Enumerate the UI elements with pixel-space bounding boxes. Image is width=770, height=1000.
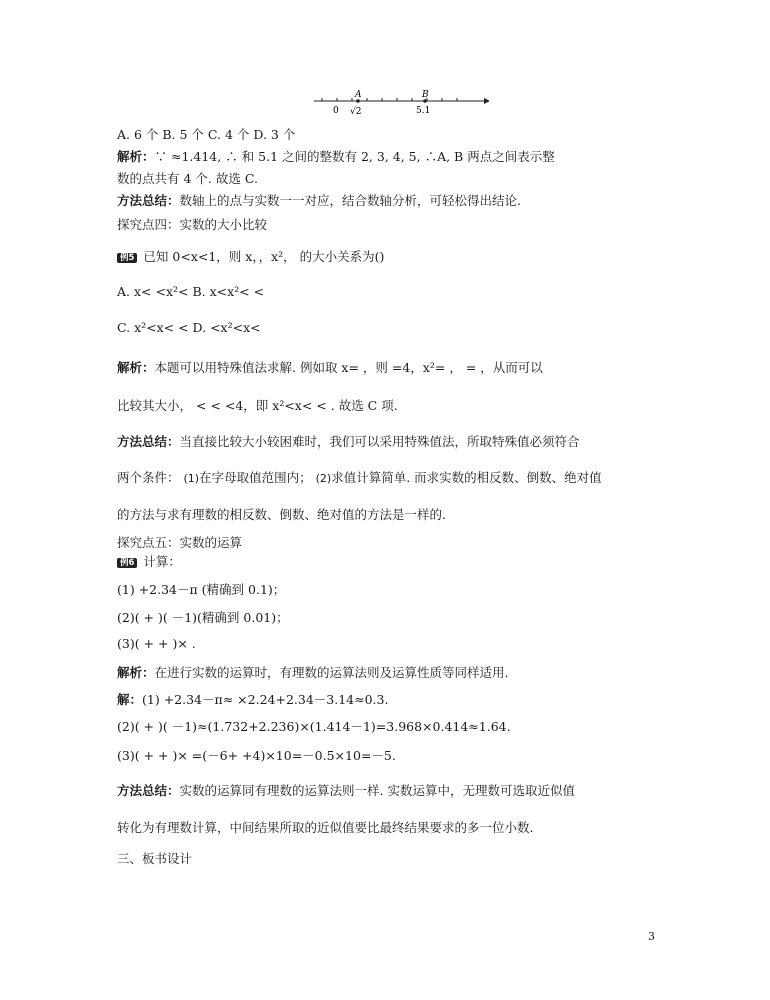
page-number: 3 [648,930,655,943]
number-line-diagram [314,88,489,118]
example-5-options-cd: C. x²<x< < D. <x²<x< [117,320,261,335]
solution-text: 本题可以用特殊值法求解. 例如取 x= ，则 =4，x²= ， = ，从而可以 [154,360,543,375]
method-summary-1 [117,191,521,209]
example-6-stem [117,552,181,570]
method-summary-3-line2: 转化为有理数计算，中间结果所取的近似值要比最终结果要求的多一位小数. [117,820,534,835]
solution-example-4-line1 [117,147,555,165]
answer-text: (1) +2.34－π≈ ×2.24+2.34－3.14≈0.3. [142,692,389,707]
solution-label: 解析： [117,360,155,375]
summary-text: 两个条件： [117,470,180,485]
summary-text: 当直接比较大小较困难时，我们可以采用特殊值法，所取特殊值必须符合 [179,434,580,449]
options-example-4: A. 6 个 B. 5 个 C. 4 个 D. 3 个 [117,127,296,142]
section-point-5: 探究点五：实数的运算 [117,535,243,550]
solution-label: 解析： [117,665,155,680]
answer-example-6-line2: (2)( + )( －1)≈(1.732+2.236)×(1.414－1)=3.968×0.414≈1.64. [117,719,511,734]
label-a: A [355,90,362,100]
summary-label: 方法总结： [117,193,180,208]
tick-label-sqrt2: √2 [350,107,362,117]
example-6-question: 计算： [143,554,181,569]
example-6-badge: 例6 [117,558,137,568]
section-point-4: 探究点四：实数的大小比较 [117,217,268,232]
summary-text: 数轴上的点与实数一一对应，结合数轴分析，可轻松得出结论. [179,193,521,208]
solution-text: ∵ ≈1.414, ∴ 和 5.1 之间的整数有 2, 3, 4, 5, ∴A, B 两点之间表示整 [154,149,555,164]
example-5-badge: 例5 [117,253,137,263]
example-6-item-2: (2)( + )( －1)(精确到 0.01)； [117,610,289,625]
summary-label: 方法总结： [117,783,180,798]
summary-text: 求值计算简单. 而求实数的相反数、倒数、绝对值 [331,470,602,485]
solution-example-4-line2: 数的点共有 4 个. 故选 C. [117,171,258,186]
solution-example-5-line1 [117,358,543,376]
solution-example-5-line2: 比较其大小， < < <4，即 x²<x< < . 故选 C 项. [117,398,398,413]
condition-1-marker: (1) [183,472,200,485]
example-6-item-1: (1) +2.34－π (精确到 0.1)； [117,582,286,597]
method-summary-2-line2 [117,468,602,486]
section-board-design: 三、板书设计 [117,851,193,866]
number-line-figure [314,88,489,118]
example-5-options-ab: A. x< <x²< B. x<x²< < [117,284,265,299]
tick-label-5-1: 5.1 [416,106,431,116]
method-summary-2-line3: 的方法与求有理数的相反数、倒数、绝对值的方法是一样的. [117,507,446,522]
answer-example-6-line3: (3)( + + )× =(－6+ +4)×10=－0.5×10=－5. [117,748,396,763]
tick-label-0: 0 [333,106,339,116]
solution-text: 在进行实数的运算时，有理数的运算法则及运算性质等同样适用. [154,665,509,680]
condition-2-marker: (2) [315,472,332,485]
method-summary-3-line1 [117,781,575,799]
summary-text: 实数的运算同有理数的运算法则一样. 实数运算中，无理数可选取近似值 [179,783,575,798]
summary-text: 在字母取值范围内； [199,470,312,485]
number-line-arrow [484,98,489,104]
method-summary-2-line1 [117,432,580,450]
solution-example-6 [117,663,509,681]
solution-label: 解析： [117,149,155,164]
example-5-stem [117,247,384,265]
example-6-item-3: (3)( + + )× . [117,636,196,651]
label-b: B [422,90,429,100]
answer-example-6-line1 [117,690,388,708]
answer-label: 解： [117,692,143,707]
summary-label: 方法总结： [117,434,180,449]
example-5-question: 已知 0<x<1，则 x，，x²， 的大小关系为() [143,249,385,264]
